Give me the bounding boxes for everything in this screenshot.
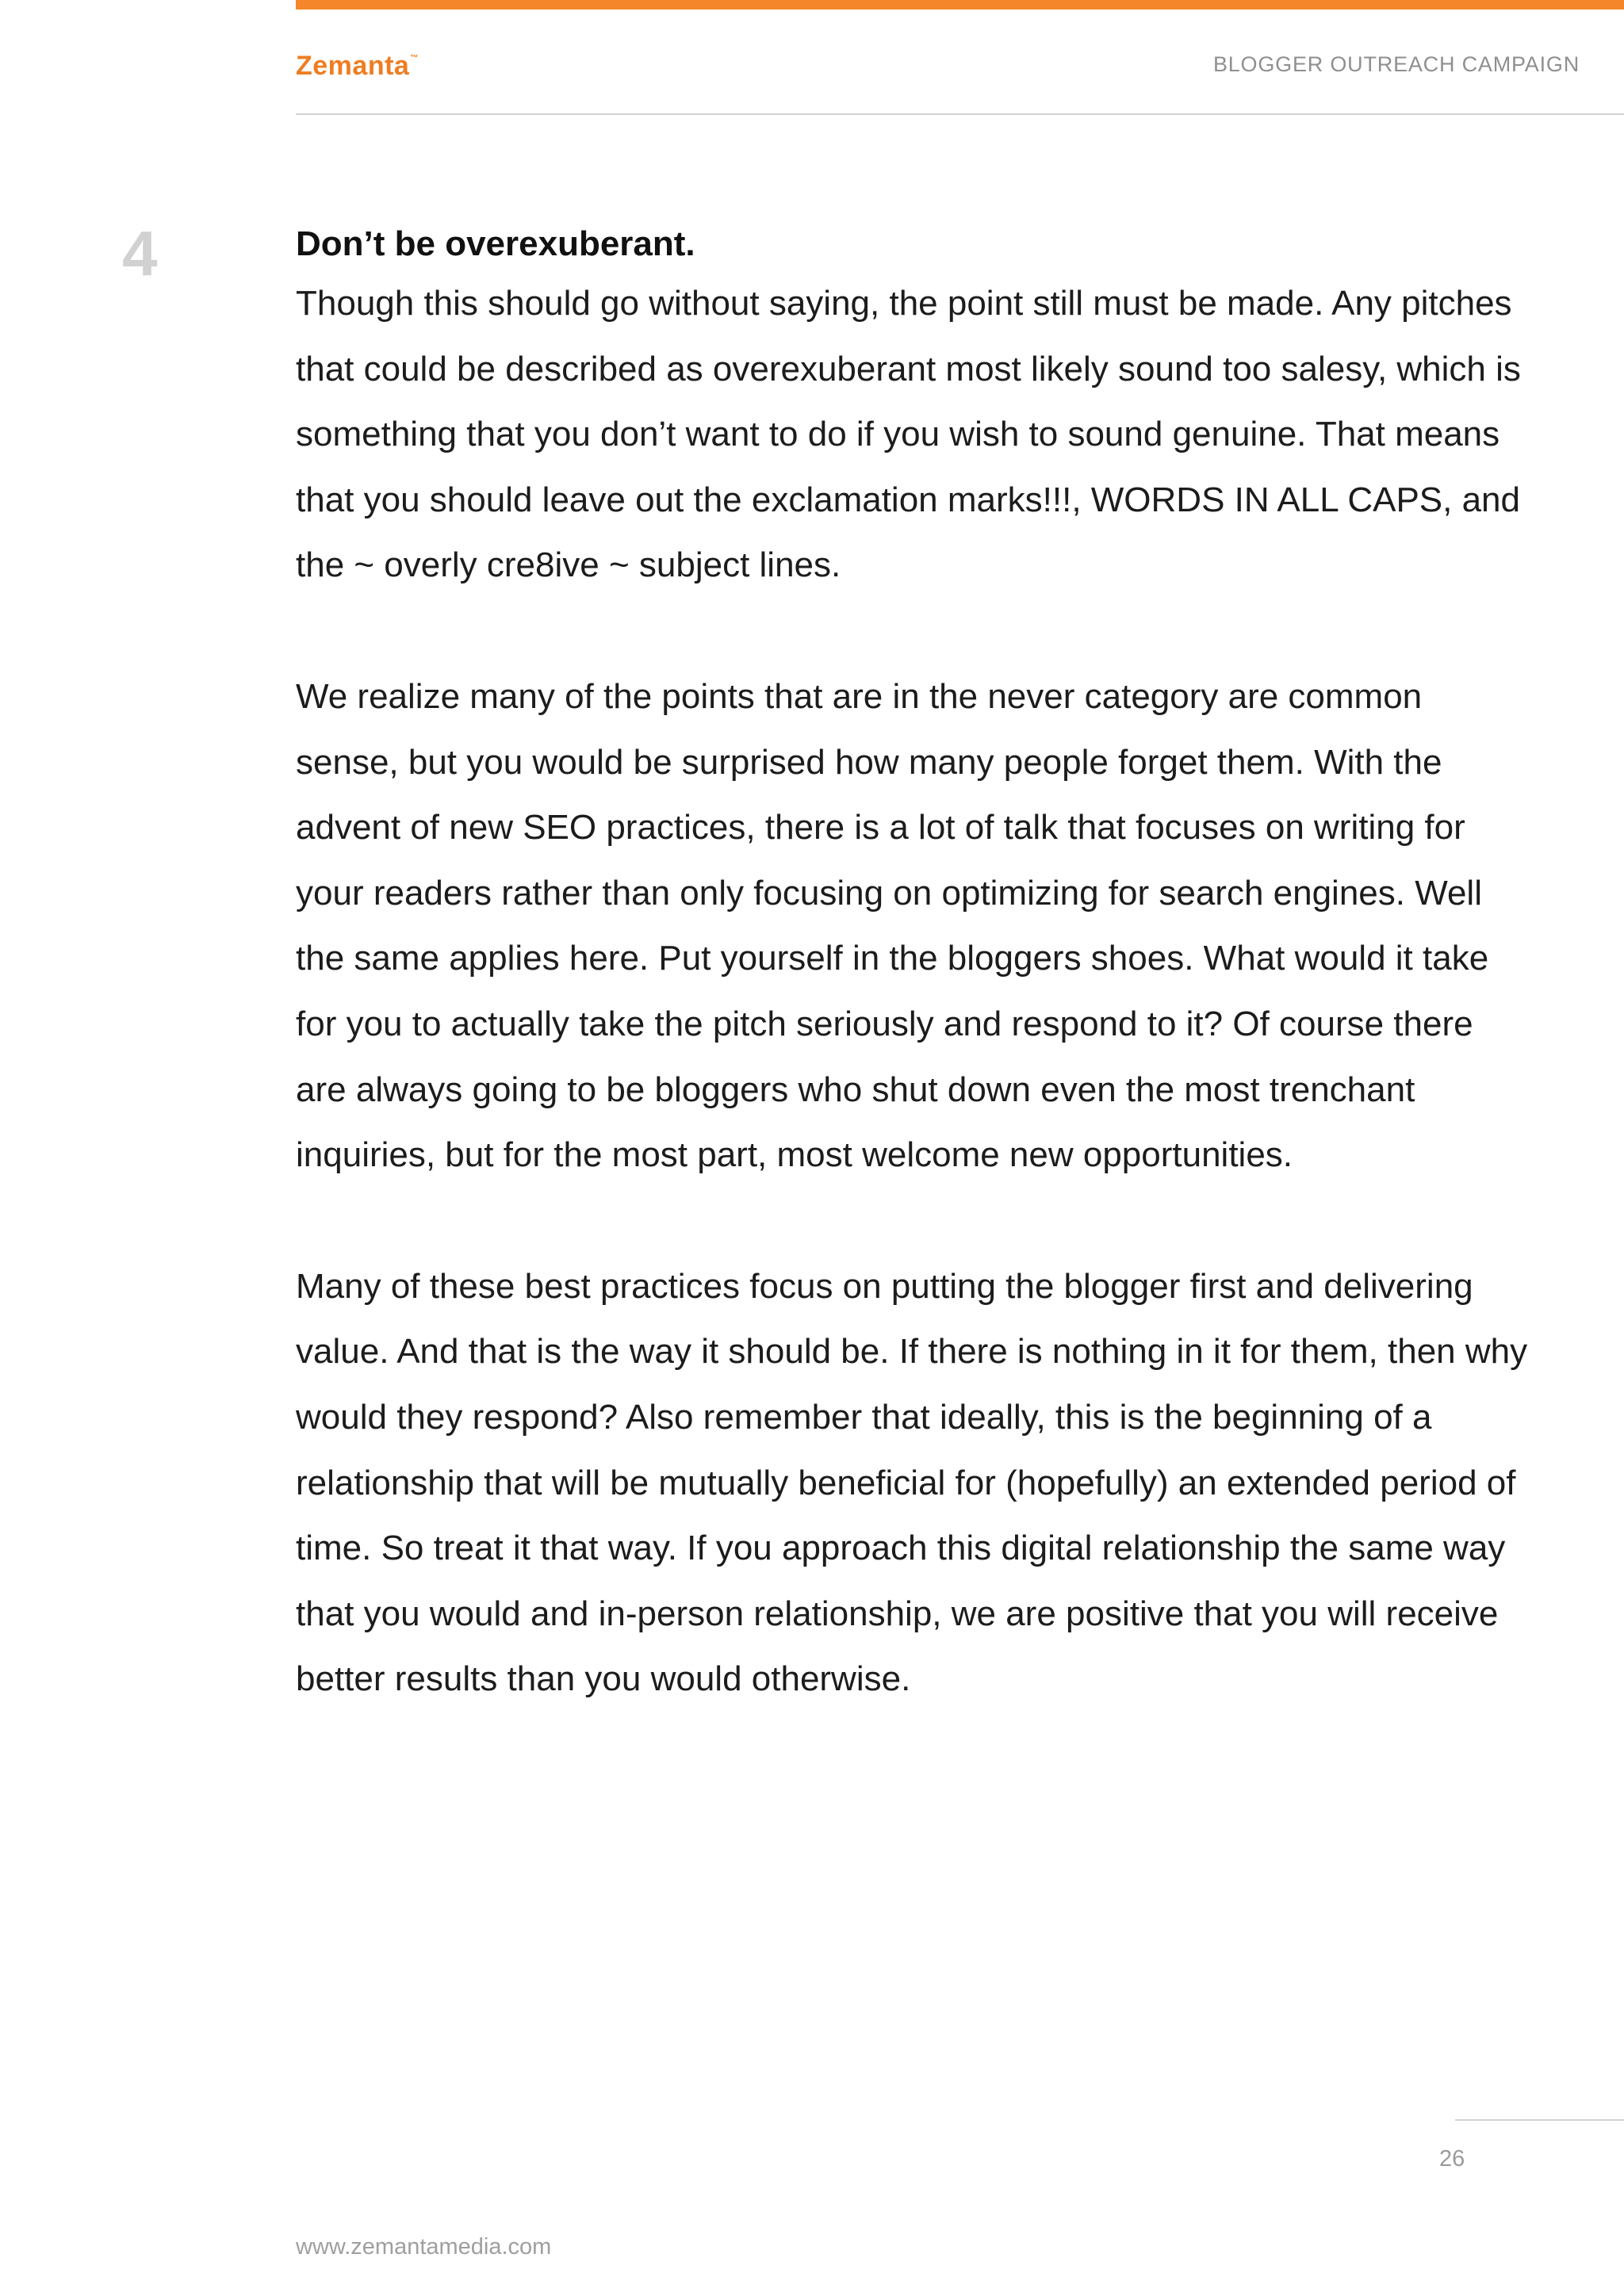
header-accent-bar <box>296 0 1624 10</box>
footer-website-url: www.zemantamedia.com <box>296 2234 552 2260</box>
section-number: 4 <box>122 218 158 289</box>
document-title: BLOGGER OUTREACH CAMPAIGN <box>1212 52 1580 76</box>
page-number: 26 <box>1439 2146 1465 2172</box>
body-paragraph-1: Though this should go without saying, the point still must be made. Any pitches that could be described as overexuberant most likely sound too salesy, which is something that you don’t want to do if you wish to sound genuine. That means that you should leave out the exclamation marks!!!, WORDS IN ALL CAPS, and the ~ overly cre8ive ~ subject lines. <box>296 284 1521 585</box>
footer-divider <box>1455 2119 1624 2121</box>
section-heading: Don’t be overexuberant. <box>296 224 695 263</box>
main-content <box>296 219 1533 1712</box>
zemanta-logo <box>296 51 419 82</box>
trademark-mark: ™ <box>410 54 419 63</box>
body-paragraph-3: Many of these best practices focus on putting the blogger first and delivering value. And that is the way it should be. If there is nothing in it for them, then why would they respond? Also remember that ideally, this is the beginning of a relationship that will be mutually beneficial for (hopefully) an extended period of time. So treat it that way. If you approach this digital relationship the same way that you would and in-person relationship, we are positive that you will receive better results than you would otherwise. <box>296 1266 1528 1699</box>
header-divider <box>296 113 1624 115</box>
body-paragraph-2: We realize many of the points that are in the never category are common sense, but you would be surprised how many people forget them. With the advent of new SEO practices, there is a lot of talk that focuses on writing for your readers rather than only focusing on optimizing for search engines. Well the same applies here. Put yourself in the bloggers shoes. What would it take for you to actually take the pitch seriously and respond to it? Of course there are always going to be bloggers who shut down even the most trenchant inquiries, but for the most part, most welcome new opportunities. <box>296 676 1489 1175</box>
logo-text: Zemanta <box>296 51 410 81</box>
